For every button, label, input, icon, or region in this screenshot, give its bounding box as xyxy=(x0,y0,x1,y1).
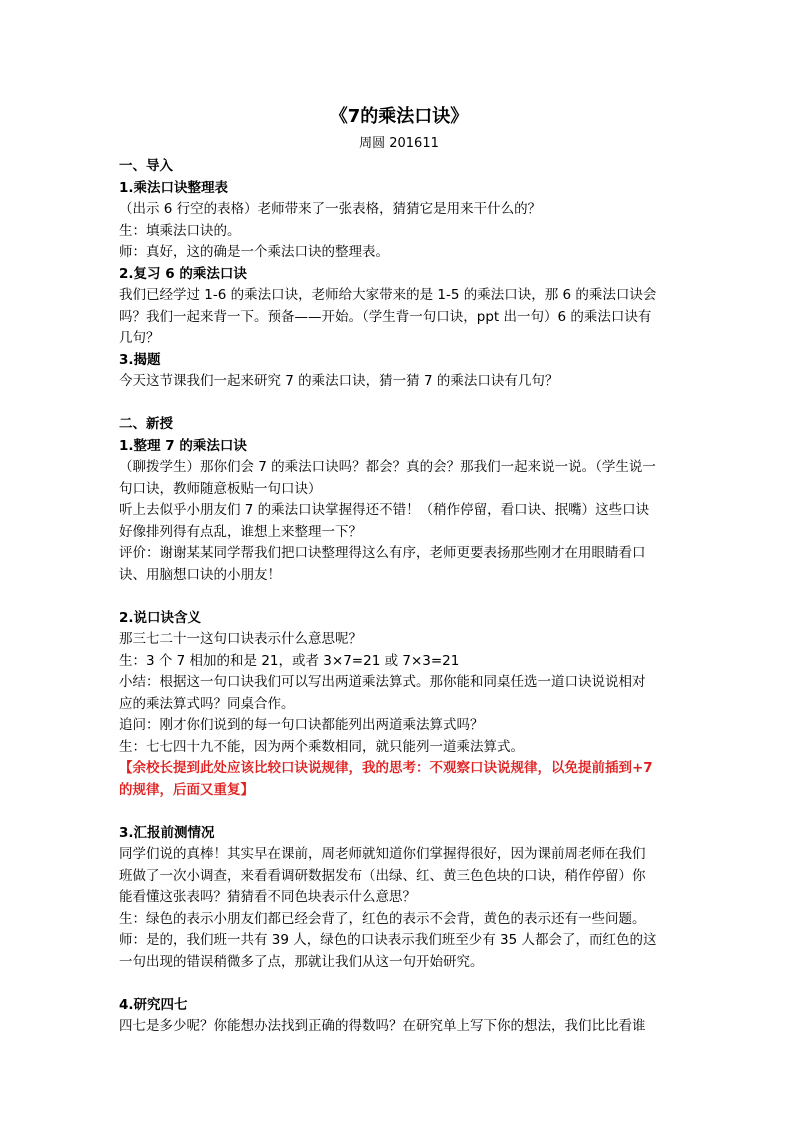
blank-line xyxy=(119,393,679,415)
paragraph-line: 听上去似乎小朋友们 7 的乘法口诀掌握得还不错！（稍作停留，看口诀、抿嘴）这些口诀 xyxy=(119,502,650,518)
blank-line xyxy=(119,973,679,995)
teacher-note: 的规律，后面又重复】 xyxy=(119,781,254,798)
paragraph-line: 一句出现的错误稍微多了点，那就让我们从这一句开始研究。 xyxy=(119,953,484,970)
teacher-note: 【余校长提到此处应该比较口诀说规律，我的思考：不观察口诀说规律，以免提前插到+7 xyxy=(119,760,653,776)
section-heading: 一、导入 xyxy=(119,158,173,174)
document-title: 《7的乘法口诀》 xyxy=(329,106,469,127)
paragraph-line: 诀、用脑想口诀的小朋友！ xyxy=(119,566,281,583)
subsection-heading: 2.说口诀含义 xyxy=(119,609,202,626)
paragraph-line: 四七是多少呢？你能想办法找到正确的得数吗？在研究单上写下你的想法，我们比比看谁 xyxy=(119,1018,646,1034)
paragraph-line: （聊拨学生）那你们会 7 的乘法口诀吗？都会？真的会？那我们一起来说一说。（学生说一 xyxy=(119,459,656,475)
paragraph-line: 好像排列得有点乱，谁想上来整理一下？ xyxy=(119,523,362,540)
paragraph-line: 同学们说的真棒！其实早在课前，周老师就知道你们掌握得很好，因为课前周老师在我们 xyxy=(119,846,646,862)
paragraph-line: 能看懂这张表吗？猜猜看不同色块表示什么意思？ xyxy=(119,889,416,905)
paragraph-line: 那三七二十一这句口诀表示什么意思呢？ xyxy=(119,631,362,647)
blank-line xyxy=(119,586,679,608)
paragraph-line: 生：绿色的表示小朋友们都已经会背了，红色的表示不会背，黄色的表示还有一些问题。 xyxy=(119,910,646,927)
subsection-heading: 3.汇报前测情况 xyxy=(119,824,215,841)
subsection-heading: 3.揭题 xyxy=(119,351,161,368)
paragraph-line: 师：真好，这的确是一个乘法口诀的整理表。 xyxy=(119,244,389,260)
document-author: 周圆 201611 xyxy=(359,136,439,151)
paragraph-line: 句口诀，教师随意板贴一句口诀） xyxy=(119,480,322,497)
paragraph-line: 生：填乘法口诀的。 xyxy=(119,222,241,239)
paragraph-line: 今天这节课我们一起来研究 7 的乘法口诀，猜一猜 7 的乘法口诀有几句？ xyxy=(119,373,559,389)
subsection-heading: 2.复习 6 的乘法口诀 xyxy=(119,265,247,282)
paragraph-line: 我们已经学过 1-6 的乘法口诀，老师给大家带来的是 1-5 的乘法口诀，那 6 的乘法口诀会 xyxy=(119,287,657,303)
paragraph-line: 师：是的，我们班一共有 39 人，绿色的口诀表示我们班至少有 35 人都会了，而红色的这 xyxy=(119,932,657,948)
blank-line xyxy=(119,801,679,823)
section-heading: 二、新授 xyxy=(119,416,173,432)
paragraph-line: 追问：刚才你们说到的每一句口诀都能列出两道乘法算式吗？ xyxy=(119,717,484,733)
paragraph-line: （出示 6 行空的表格）老师带来了一张表格，猜猜它是用来干什么的？ xyxy=(119,201,542,217)
subsection-heading: 4.研究四七 xyxy=(119,996,188,1013)
paragraph-line: 生：3 个 7 相加的和是 21，或者 3×7=21 或 7×3=21 xyxy=(119,652,460,669)
paragraph-line: 班做了一次小调查，来看看调研数据发布（出绿、红、黄三色色块的口诀，稍作停留）你 xyxy=(119,867,646,884)
paragraph-line: 小结：根据这一句口诀我们可以写出两道乘法算式。那你能和同桌任选一道口诀说说相对 xyxy=(119,674,646,690)
subsection-heading: 1.乘法口诀整理表 xyxy=(119,179,229,196)
paragraph-line: 应的乘法算式吗？同桌合作。 xyxy=(119,695,295,712)
paragraph-line: 生：七七四十九不能，因为两个乘数相同，就只能列一道乘法算式。 xyxy=(119,738,524,755)
paragraph-line: 吗？我们一起来背一下。预备——开始。（学生背一句口诀，ppt 出一句）6 的乘法口诀有 xyxy=(119,308,652,325)
document-page xyxy=(119,104,679,1038)
paragraph-line: 评价：谢谢某某同学帮我们把口诀整理得这么有序，老师更要表扬那些刚才在用眼睛看口 xyxy=(119,545,646,561)
subsection-heading: 1.整理 7 的乘法口诀 xyxy=(119,437,247,454)
paragraph-line: 几句？ xyxy=(119,330,160,346)
